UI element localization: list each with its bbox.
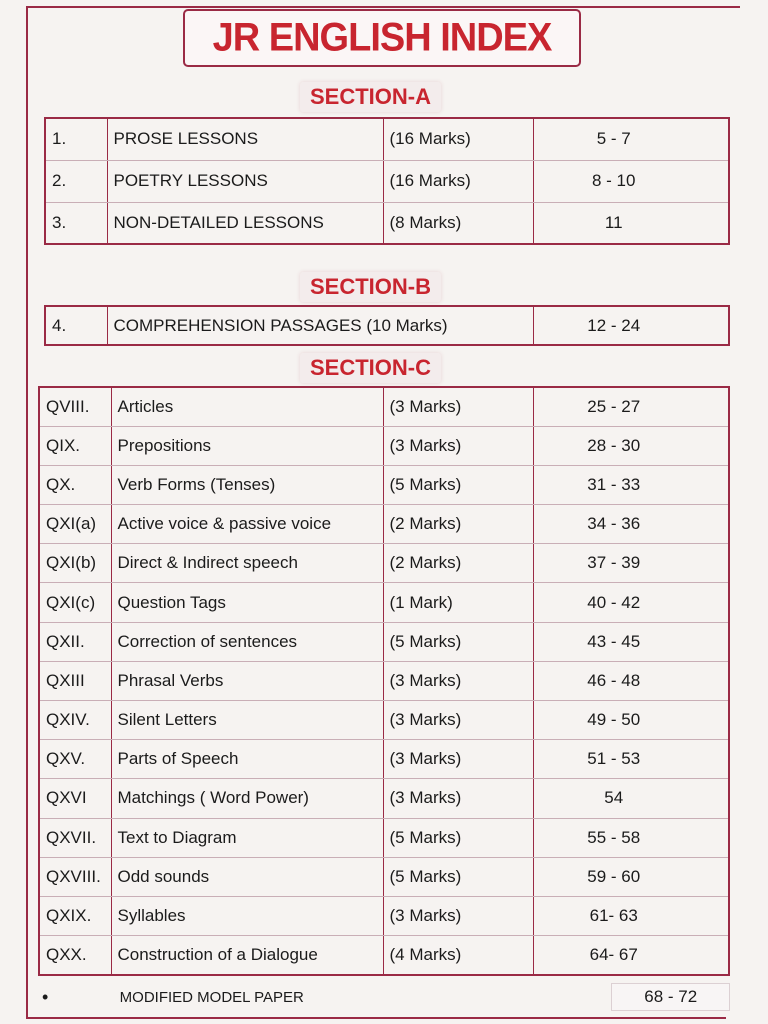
cell-name: NON-DETAILED LESSONS: [107, 202, 383, 244]
cell-pages: 59 - 60: [533, 857, 729, 896]
cell-marks: (5 Marks): [383, 857, 533, 896]
cell-marks: (5 Marks): [383, 622, 533, 661]
table-row: [39, 387, 729, 426]
table-row: [39, 505, 729, 544]
table-row: [39, 622, 729, 661]
cell-name: Silent Letters: [111, 701, 383, 740]
cell-name: Articles: [111, 387, 383, 426]
section-b-heading: SECTION-B: [300, 272, 441, 302]
cell-no: 2.: [45, 160, 107, 202]
cell-name: POETRY LESSONS: [107, 160, 383, 202]
cell-marks: (3 Marks): [383, 387, 533, 426]
cell-name: Direct & Indirect speech: [111, 544, 383, 583]
cell-pages: 28 - 30: [533, 426, 729, 465]
cell-pages: 61- 63: [533, 896, 729, 935]
table-row: [45, 118, 729, 160]
cell-name: Odd sounds: [111, 857, 383, 896]
footer-row: [30, 982, 730, 1012]
cell-no: QXX.: [39, 936, 111, 975]
cell-marks: (2 Marks): [383, 544, 533, 583]
cell-name: Correction of sentences: [111, 622, 383, 661]
table-row: [39, 583, 729, 622]
cell-pages: 5 - 7: [533, 118, 729, 160]
cell-marks: (4 Marks): [383, 936, 533, 975]
title-box: [183, 9, 581, 67]
cell-pages: 54: [533, 779, 729, 818]
cell-name: Active voice & passive voice: [111, 505, 383, 544]
table-row: [45, 160, 729, 202]
cell-name: Syllables: [111, 896, 383, 935]
table-row: [45, 202, 729, 244]
cell-no: QXVI: [39, 779, 111, 818]
cell-name: Verb Forms (Tenses): [111, 465, 383, 504]
cell-marks: (16 Marks): [383, 160, 533, 202]
table-row: [39, 661, 729, 700]
cell-name: Construction of a Dialogue: [111, 936, 383, 975]
cell-name: Matchings ( Word Power): [111, 779, 383, 818]
cell-pages: 51 - 53: [533, 740, 729, 779]
footer-label: MODIFIED MODEL PAPER: [119, 988, 304, 1006]
table-row: [39, 426, 729, 465]
cell-marks: (3 Marks): [383, 896, 533, 935]
table-row: [39, 936, 729, 975]
cell-pages: 37 - 39: [533, 544, 729, 583]
cell-no: QXIX.: [39, 896, 111, 935]
cell-marks: (5 Marks): [383, 818, 533, 857]
section-c-heading: SECTION-C: [300, 353, 441, 383]
cell-no: QXVII.: [39, 818, 111, 857]
cell-no: QVIII.: [39, 387, 111, 426]
cell-no: QIX.: [39, 426, 111, 465]
cell-no: QXII.: [39, 622, 111, 661]
cell-no: QXIV.: [39, 701, 111, 740]
cell-no: 4.: [45, 306, 107, 345]
cell-pages: 40 - 42: [533, 583, 729, 622]
cell-name: Prepositions: [111, 426, 383, 465]
cell-marks: (3 Marks): [383, 661, 533, 700]
cell-pages: 49 - 50: [533, 701, 729, 740]
cell-no: 1.: [45, 118, 107, 160]
cell-no: QXI(c): [39, 583, 111, 622]
cell-name: Phrasal Verbs: [111, 661, 383, 700]
cell-pages: 55 - 58: [533, 818, 729, 857]
cell-no: 3.: [45, 202, 107, 244]
cell-marks: (1 Mark): [383, 583, 533, 622]
table-row: [39, 465, 729, 504]
section-b-table: [44, 305, 730, 346]
cell-pages: 12 - 24: [587, 315, 641, 335]
cell-pages: 46 - 48: [533, 661, 729, 700]
cell-no: QXIII: [39, 661, 111, 700]
table-row: [45, 306, 729, 345]
cell-marks: (3 Marks): [383, 701, 533, 740]
cell-name: COMPREHENSION PASSAGES (10 Marks): [107, 306, 533, 345]
cell-pages: 34 - 36: [533, 505, 729, 544]
section-a-heading: SECTION-A: [300, 82, 441, 112]
cell-pages: 31 - 33: [533, 465, 729, 504]
cell-no: QX.: [39, 465, 111, 504]
footer-pages: 68 - 72: [611, 983, 730, 1011]
cell-marks: (3 Marks): [383, 426, 533, 465]
cell-pages: 8 - 10: [533, 160, 729, 202]
cell-no: QXV.: [39, 740, 111, 779]
footer-bullet: •: [42, 986, 49, 1007]
table-row: [39, 740, 729, 779]
cell-pages: 11: [604, 212, 623, 232]
cell-pages: 43 - 45: [533, 622, 729, 661]
cell-marks: (2 Marks): [383, 505, 533, 544]
cell-pages: 64- 67: [589, 944, 638, 964]
table-row: [39, 896, 729, 935]
cell-no: QXI(b): [39, 544, 111, 583]
table-row: [39, 544, 729, 583]
table-row: [39, 857, 729, 896]
section-c-table: [38, 386, 730, 976]
bottom-border: [26, 1017, 726, 1019]
cell-marks: (8 Marks): [383, 202, 533, 244]
cell-no: QXI(a): [39, 505, 111, 544]
cell-name: PROSE LESSONS: [107, 118, 383, 160]
cell-pages: 25 - 27: [533, 387, 729, 426]
cell-name: Question Tags: [111, 583, 383, 622]
section-a-table: [44, 117, 730, 245]
cell-name: Text to Diagram: [111, 818, 383, 857]
table-row: [39, 818, 729, 857]
table-row: [39, 779, 729, 818]
cell-name: Parts of Speech: [111, 740, 383, 779]
cell-marks: (3 Marks): [383, 779, 533, 818]
table-row: [39, 701, 729, 740]
cell-marks: (3 Marks): [383, 740, 533, 779]
cell-no: QXVIII.: [39, 857, 111, 896]
cell-marks: (5 Marks): [383, 465, 533, 504]
cell-marks: (16 Marks): [383, 118, 533, 160]
page-title: JR ENGLISH INDEX: [212, 15, 552, 60]
